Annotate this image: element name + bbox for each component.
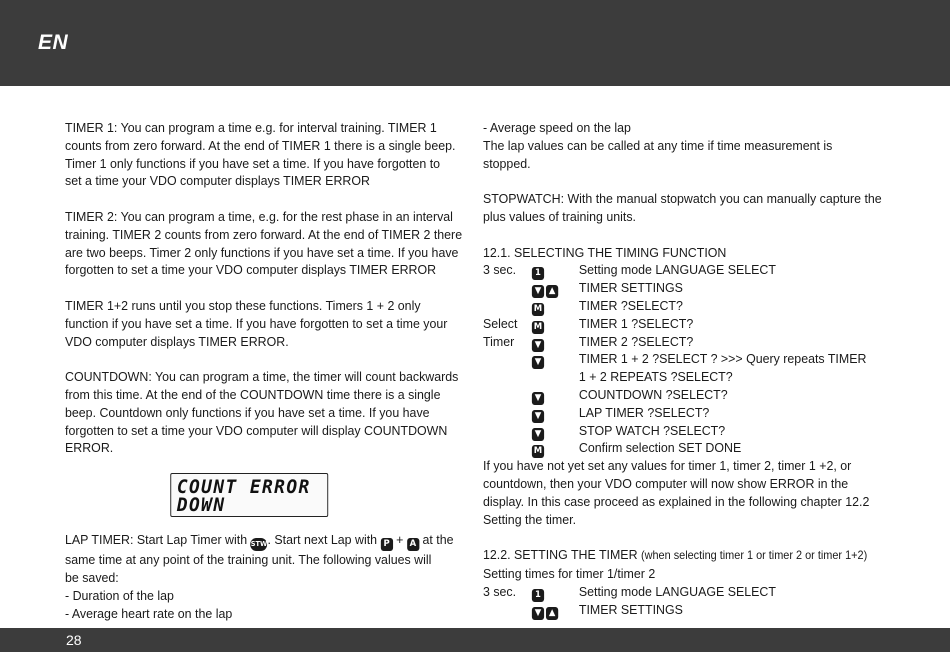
step-row [483,422,876,440]
text-line: TIMER 1+2 runs until you stop these functions. Timers 1 + 2 only [65,297,421,313]
one-button-icon: 1 [532,589,544,602]
page-number: 28 [66,632,82,648]
step-description: STOP WATCH ?SELECT? [578,422,726,438]
text-line: If you have not yet set any values for timer 1, timer 2, timer 1 +2, or [483,458,852,474]
text-line: Timer 1 only functions if you have set a time. If you have forgotten to [65,155,441,171]
up-button-icon: ▲ [546,285,558,298]
step-description: TIMER SETTINGS [578,280,683,296]
step-description: Confirm selection SET DONE [578,440,742,456]
section-12-2 [483,546,876,618]
lcd-display [170,473,328,517]
step-description: TIMER 1 + 2 ?SELECT ? >>> Query repeats TIMER [578,351,867,367]
step-description: Setting mode LANGUAGE SELECT [578,583,776,599]
text-line: VDO computer displays TIMER ERROR. [65,333,289,349]
m-button-icon: M [533,321,543,332]
step-row [483,583,876,601]
stw-button-icon: STW [251,538,268,551]
text-line: COUNTDOWN: You can program a time, the timer will count backwards [65,369,459,385]
step-keys [532,601,560,620]
step-description: 1 + 2 REPEATS ?SELECT? [578,369,733,385]
step-keys [532,404,546,423]
down-button-icon: ▼ [532,339,544,352]
step-label: 3 sec. [483,262,517,278]
step-keys [532,333,546,352]
step-label: Timer [483,333,515,349]
text-line: - Average heart rate on the lap [65,605,233,621]
footer-bar [0,628,950,652]
down-button-icon: ▼ [532,285,544,298]
down-button-icon: ▼ [532,392,544,405]
step-description: LAP TIMER ?SELECT? [578,404,710,420]
down-button-icon: ▼ [532,428,544,441]
text-line: TIMER 1: You can program a time e.g. for interval training. TIMER 1 [65,120,437,135]
text-line: plus values of training units. [483,208,636,224]
step-description: TIMER 1 ?SELECT? [578,315,694,331]
step-keys [532,439,546,458]
step-description: TIMER ?SELECT? [578,297,683,313]
m-button-icon: M [533,303,543,314]
step-keys [532,315,546,334]
countdown-paragraph [65,368,458,457]
a-button-icon: A [407,538,419,551]
text-line: - Duration of the lap [65,587,174,603]
timer1-paragraph [65,119,458,190]
steps-table [483,583,876,619]
lap-values-paragraph [483,119,876,172]
step-keys [532,261,546,280]
text-line: TIMER 2: You can program a time, e.g. for the rest phase in an interval [65,208,453,224]
error-paragraph [483,457,876,528]
text-line: forgotten to set a time your VDO computer displays TIMER ERROR [65,262,437,278]
text-line: beep. Countdown only functions if you have set a time. If you have [65,404,430,420]
steps-table [483,261,876,457]
language-label: EN [38,31,69,54]
step-description: TIMER SETTINGS [578,601,683,617]
text-line: LAP TIMER: Start Lap Timer with STW. Start next Lap with P + A at the [65,532,454,550]
down-button-icon: ▼ [532,607,544,620]
section-title: 12.2. SETTING THE TIMER (when selecting timer 1 or timer 2 or timer 1+2) [483,547,868,563]
text-line: countdown, then your VDO computer will now show ERROR in the [483,475,849,491]
text-line: stopped. [483,155,531,171]
text-line: Setting the timer. [483,511,577,527]
step-description: Setting mode LANGUAGE SELECT [578,262,776,278]
step-keys [532,386,546,405]
step-row [483,297,876,315]
timer2-paragraph [65,208,463,279]
down-button-icon: ▼ [532,356,544,369]
p-button-icon: P [380,538,392,551]
step-keys [532,350,546,369]
left-column [65,119,463,640]
text-line: counts from zero forward. At the end of TIMER 1 there is a single beep. [65,137,456,153]
step-description: COUNTDOWN ?SELECT? [578,386,728,402]
text-line: STOPWATCH: With the manual stopwatch you can manually capture the [483,191,882,207]
step-row [483,350,876,368]
step-row [483,333,876,351]
section-title: 12.1. SELECTING THE TIMING FUNCTION [483,244,727,260]
text-line: training. TIMER 2 counts from zero forward. At the end of TIMER 2 there [65,226,463,242]
lcd-line-1: COUNT ERROR [176,476,311,499]
down-button-icon: ▼ [532,410,544,423]
text-line: The lap values can be called at any time if time measurement is [483,137,833,153]
step-row [483,368,876,386]
step-keys [532,422,546,441]
text-line: same time at any point of the training unit. The following values will [65,552,432,568]
step-row [483,404,876,422]
step-row [483,261,876,279]
step-label: 3 sec. [483,583,517,599]
text-line: function if you have set a time. If you have forgotten to set a time your [65,315,448,331]
step-keys [532,583,546,602]
m-button-icon: M [533,446,543,457]
section-12-1 [483,244,876,529]
text-line: set a time your VDO computer displays TIMER ERROR [65,173,370,189]
step-row [483,601,876,619]
step-row [483,279,876,297]
header-bar [0,0,950,86]
text-line: ERROR. [65,440,114,456]
step-row [483,315,876,333]
lcd-line-2: DOWN [176,494,226,517]
right-column [483,119,882,618]
up-button-icon: ▲ [546,607,558,620]
step-label: Select [483,315,518,331]
lap-timer-paragraph [65,531,458,622]
text-line: be saved: [65,569,119,585]
step-row [483,386,876,404]
text-line: - Average speed on the lap [483,120,631,135]
section-subtitle: Setting times for timer 1/timer 2 [483,565,656,581]
one-button-icon: 1 [532,267,544,280]
text-line: are two beeps. Timer 2 only functions if you have set a time. If you have [65,244,459,260]
step-keys [532,279,560,298]
text-line: from this time. At the end of the COUNTDOWN time there is a single [65,386,441,402]
step-row [483,439,876,457]
text-line: forgotten to set a time your VDO computer will display COUNTDOWN [65,422,448,438]
step-description: TIMER 2 ?SELECT? [578,333,694,349]
stopwatch-paragraph [483,190,882,226]
timer12-paragraph [65,297,458,350]
text-line: display. In this case proceed as explained in the following chapter 12.2 [483,493,870,509]
step-keys [532,297,546,316]
